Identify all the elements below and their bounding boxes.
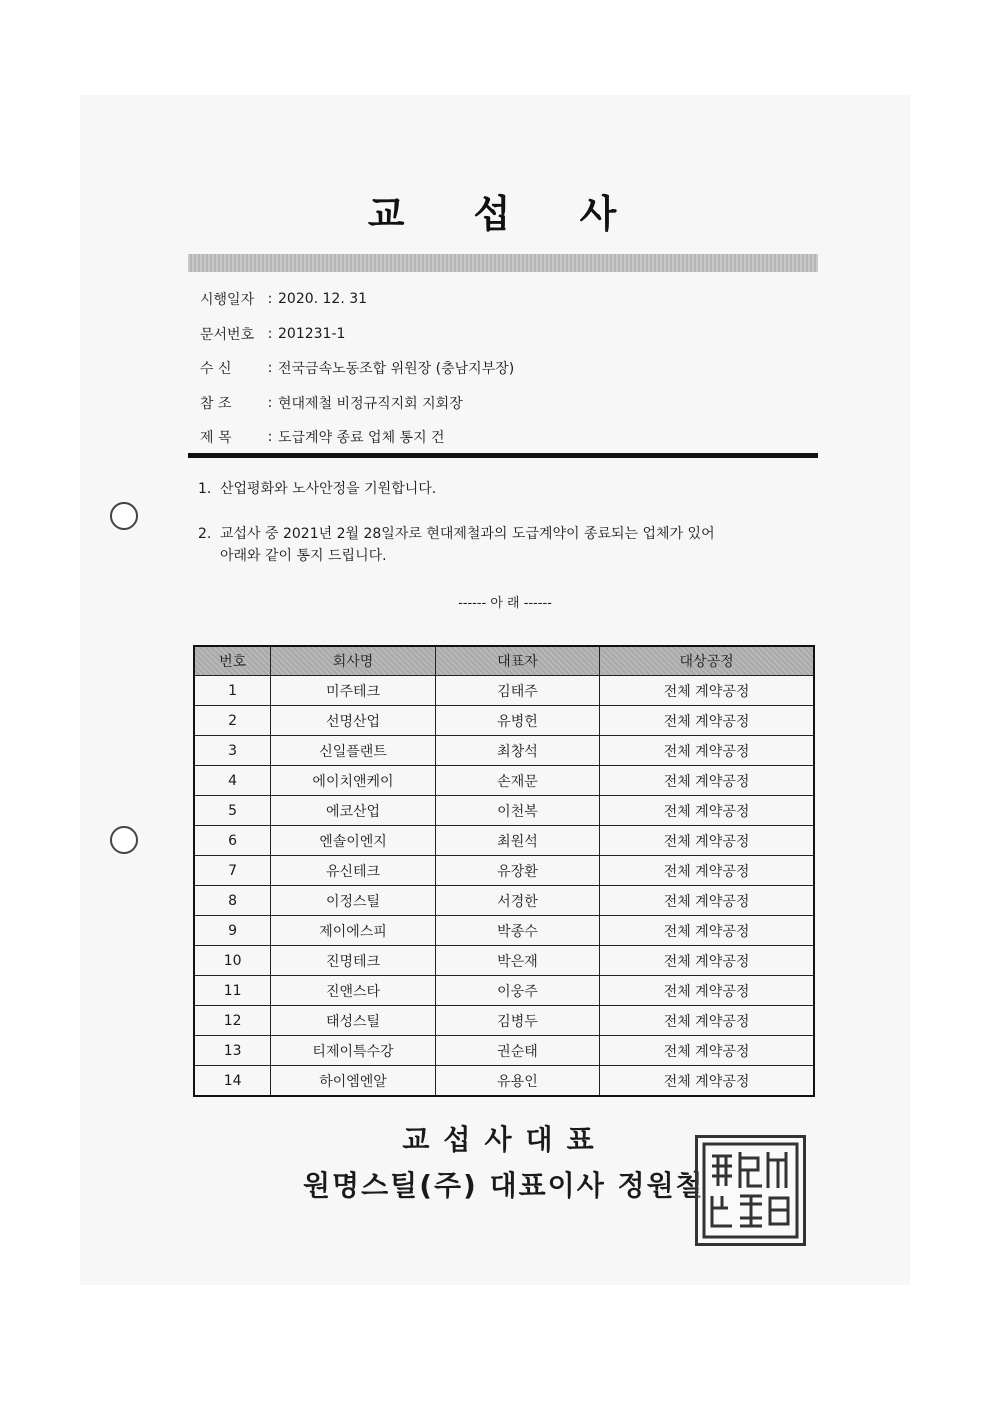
table-row	[194, 826, 814, 856]
cell-company: 신일플랜트	[271, 736, 435, 766]
signature-name: 원명스틸(주) 대표이사 정원철	[303, 1169, 705, 1202]
cell-number: 3	[194, 736, 271, 766]
cell-representative: 박종수	[435, 916, 599, 946]
meta-value: 201231-1	[278, 325, 346, 342]
cell-process: 전체 계약공정	[600, 796, 814, 826]
header-divider	[188, 453, 818, 458]
cell-company: 선명산업	[271, 706, 435, 736]
meta-row-doc-number	[200, 317, 800, 352]
cell-process: 전체 계약공정	[600, 826, 814, 856]
cell-representative: 이웅주	[435, 976, 599, 1006]
table-row	[194, 916, 814, 946]
meta-value: 전국금속노동조합 위원장 (충남지부장)	[278, 361, 515, 378]
cell-number: 13	[194, 1036, 271, 1066]
cell-company: 유신테크	[271, 856, 435, 886]
cell-company: 티제이특수강	[271, 1036, 435, 1066]
punch-hole-top	[110, 502, 138, 530]
table-row	[194, 1006, 814, 1036]
cell-representative: 유병헌	[435, 706, 599, 736]
cell-process: 전체 계약공정	[600, 1006, 814, 1036]
cell-number: 8	[194, 886, 271, 916]
meta-separator: :	[267, 394, 273, 411]
paragraph-number: 2.	[198, 526, 212, 542]
header-company: 회사명	[271, 646, 435, 676]
paragraph-1	[198, 478, 436, 500]
header-representative: 대표자	[435, 646, 599, 676]
table-row	[194, 946, 814, 976]
company-seal-stamp	[695, 1135, 806, 1246]
meta-separator: :	[267, 429, 273, 446]
cell-company: 미주테크	[271, 676, 435, 706]
cell-company: 에이치앤케이	[271, 766, 435, 796]
company-table	[193, 645, 815, 1097]
cell-process: 전체 계약공정	[600, 946, 814, 976]
cell-representative: 서경한	[435, 886, 599, 916]
header-number: 번호	[194, 646, 271, 676]
cell-number: 6	[194, 826, 271, 856]
cell-process: 전체 계약공정	[600, 916, 814, 946]
table-row	[194, 856, 814, 886]
cell-representative: 김태주	[435, 676, 599, 706]
meta-separator: :	[267, 360, 273, 377]
meta-row-reference	[200, 386, 800, 421]
cell-company: 엔솔이엔지	[271, 826, 435, 856]
cell-representative: 손재문	[435, 766, 599, 796]
meta-label: 시행일자	[200, 292, 255, 309]
cell-company: 진명테크	[271, 946, 435, 976]
cell-representative: 유용인	[435, 1066, 599, 1097]
table-row	[194, 766, 814, 796]
cell-process: 전체 계약공정	[600, 706, 814, 736]
meta-separator: :	[267, 291, 273, 308]
cell-process: 전체 계약공정	[600, 976, 814, 1006]
header-process: 대상공정	[600, 646, 814, 676]
cell-process: 전체 계약공정	[600, 1066, 814, 1097]
cell-process: 전체 계약공정	[600, 766, 814, 796]
meta-label: 문서번호	[200, 326, 255, 343]
document-title: 교 섭 사	[367, 192, 645, 236]
cell-process: 전체 계약공정	[600, 676, 814, 706]
cell-company: 에코산업	[271, 796, 435, 826]
table-row	[194, 976, 814, 1006]
meta-separator: :	[267, 325, 273, 342]
below-heading: ------ 아 래 ------	[458, 596, 552, 611]
cell-company: 태성스틸	[271, 1006, 435, 1036]
paragraph-text-line2: 아래와 같이 통지 드립니다.	[220, 548, 387, 564]
cell-company: 이정스틸	[271, 886, 435, 916]
cell-representative: 유장환	[435, 856, 599, 886]
cell-representative: 김병두	[435, 1006, 599, 1036]
cell-number: 14	[194, 1066, 271, 1097]
cell-company: 진앤스타	[271, 976, 435, 1006]
cell-representative: 최창석	[435, 736, 599, 766]
cell-representative: 권순태	[435, 1036, 599, 1066]
paragraph-text-line1: 교섭사 중 2021년 2월 28일자로 현대제철과의 도급계약이 종료되는 업체가 있어	[220, 526, 715, 542]
meta-value: 현대제철 비정규직지회 지회장	[278, 395, 463, 412]
cell-company: 제이에스피	[271, 916, 435, 946]
meta-row-subject	[200, 420, 800, 455]
cell-number: 11	[194, 976, 271, 1006]
table-row	[194, 796, 814, 826]
cell-process: 전체 계약공정	[600, 886, 814, 916]
paragraph-text: 산업평화와 노사안정을 기원합니다.	[220, 481, 437, 497]
document-meta	[200, 282, 800, 455]
cell-representative: 박은재	[435, 946, 599, 976]
table-row	[194, 886, 814, 916]
meta-label: 제 목	[200, 430, 232, 447]
meta-value: 도급계약 종료 업체 통지 건	[278, 430, 445, 447]
cell-representative: 이천복	[435, 796, 599, 826]
table-row	[194, 1036, 814, 1066]
title-underline-bar	[188, 254, 818, 272]
table-row	[194, 676, 814, 706]
paragraph-number: 1.	[198, 481, 212, 497]
cell-process: 전체 계약공정	[600, 856, 814, 886]
cell-number: 10	[194, 946, 271, 976]
cell-process: 전체 계약공정	[600, 736, 814, 766]
table-row	[194, 1066, 814, 1097]
meta-label: 참 조	[200, 395, 232, 412]
meta-label: 수 신	[200, 361, 232, 378]
cell-process: 전체 계약공정	[600, 1036, 814, 1066]
meta-value: 2020. 12. 31	[278, 291, 368, 308]
signature-title: 교섭사대표	[402, 1123, 608, 1156]
table-header-row	[194, 646, 814, 676]
cell-number: 7	[194, 856, 271, 886]
table-row	[194, 706, 814, 736]
cell-number: 2	[194, 706, 271, 736]
table-row	[194, 736, 814, 766]
cell-number: 9	[194, 916, 271, 946]
cell-number: 4	[194, 766, 271, 796]
cell-number: 12	[194, 1006, 271, 1036]
punch-hole-bottom	[110, 826, 138, 854]
cell-company: 하이엠엔알	[271, 1066, 435, 1097]
seal-glyph-icon	[698, 1138, 803, 1243]
cell-number: 1	[194, 676, 271, 706]
meta-row-date	[200, 282, 800, 317]
cell-representative: 최원석	[435, 826, 599, 856]
cell-number: 5	[194, 796, 271, 826]
paragraph-2	[198, 523, 715, 567]
meta-row-recipient	[200, 351, 800, 386]
